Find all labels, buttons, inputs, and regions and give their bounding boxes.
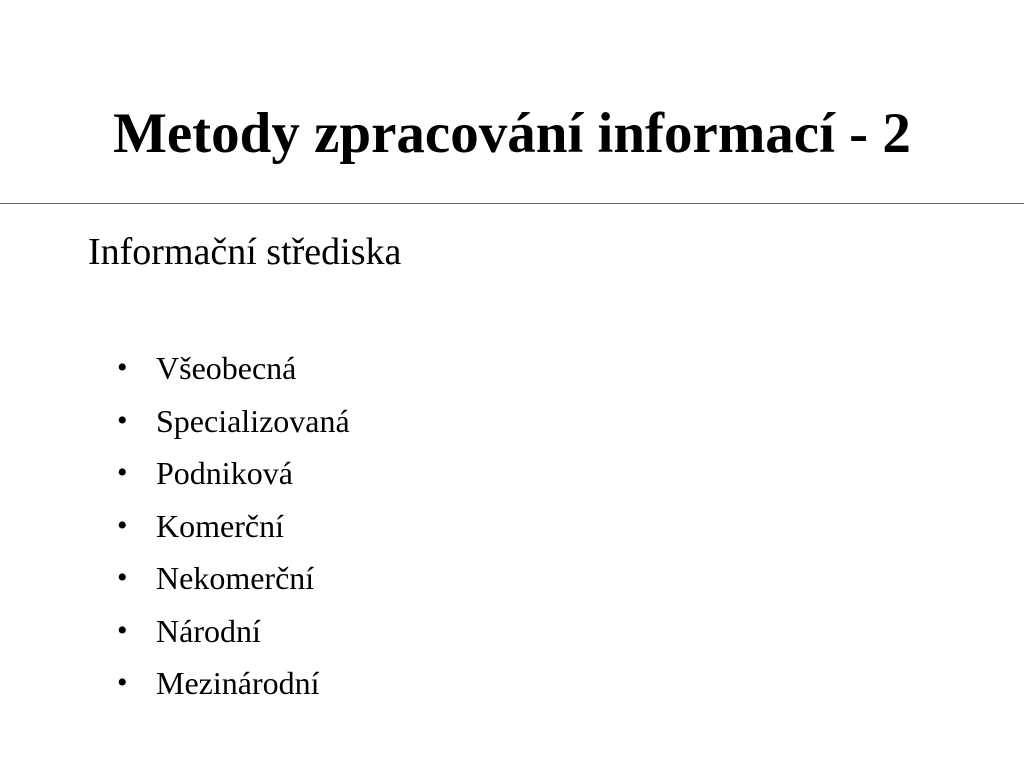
bullet-text: Komerční — [156, 507, 284, 544]
bullet-text: Podniková — [156, 455, 293, 491]
bullet-text: Nekomerční — [156, 560, 315, 596]
bullet-icon: • — [117, 561, 128, 594]
bullet-icon: • — [117, 613, 128, 647]
bullet-icon: • — [117, 666, 128, 699]
bullet-icon: • — [117, 508, 128, 542]
bullet-icon: • — [117, 351, 128, 384]
slide-subtitle: Informační střediska — [88, 231, 402, 273]
bullet-text: Národní — [156, 612, 261, 649]
bullet-text: Mezinárodní — [156, 665, 320, 701]
slide-title: Metody zpracování informací - 2 — [113, 102, 911, 165]
bullet-icon: • — [117, 403, 128, 437]
bullet-icon: • — [117, 456, 128, 489]
bullet-text: Všeobecná — [156, 350, 297, 386]
bullet-text: Specializovaná — [156, 402, 350, 439]
title-divider — [0, 203, 1024, 204]
